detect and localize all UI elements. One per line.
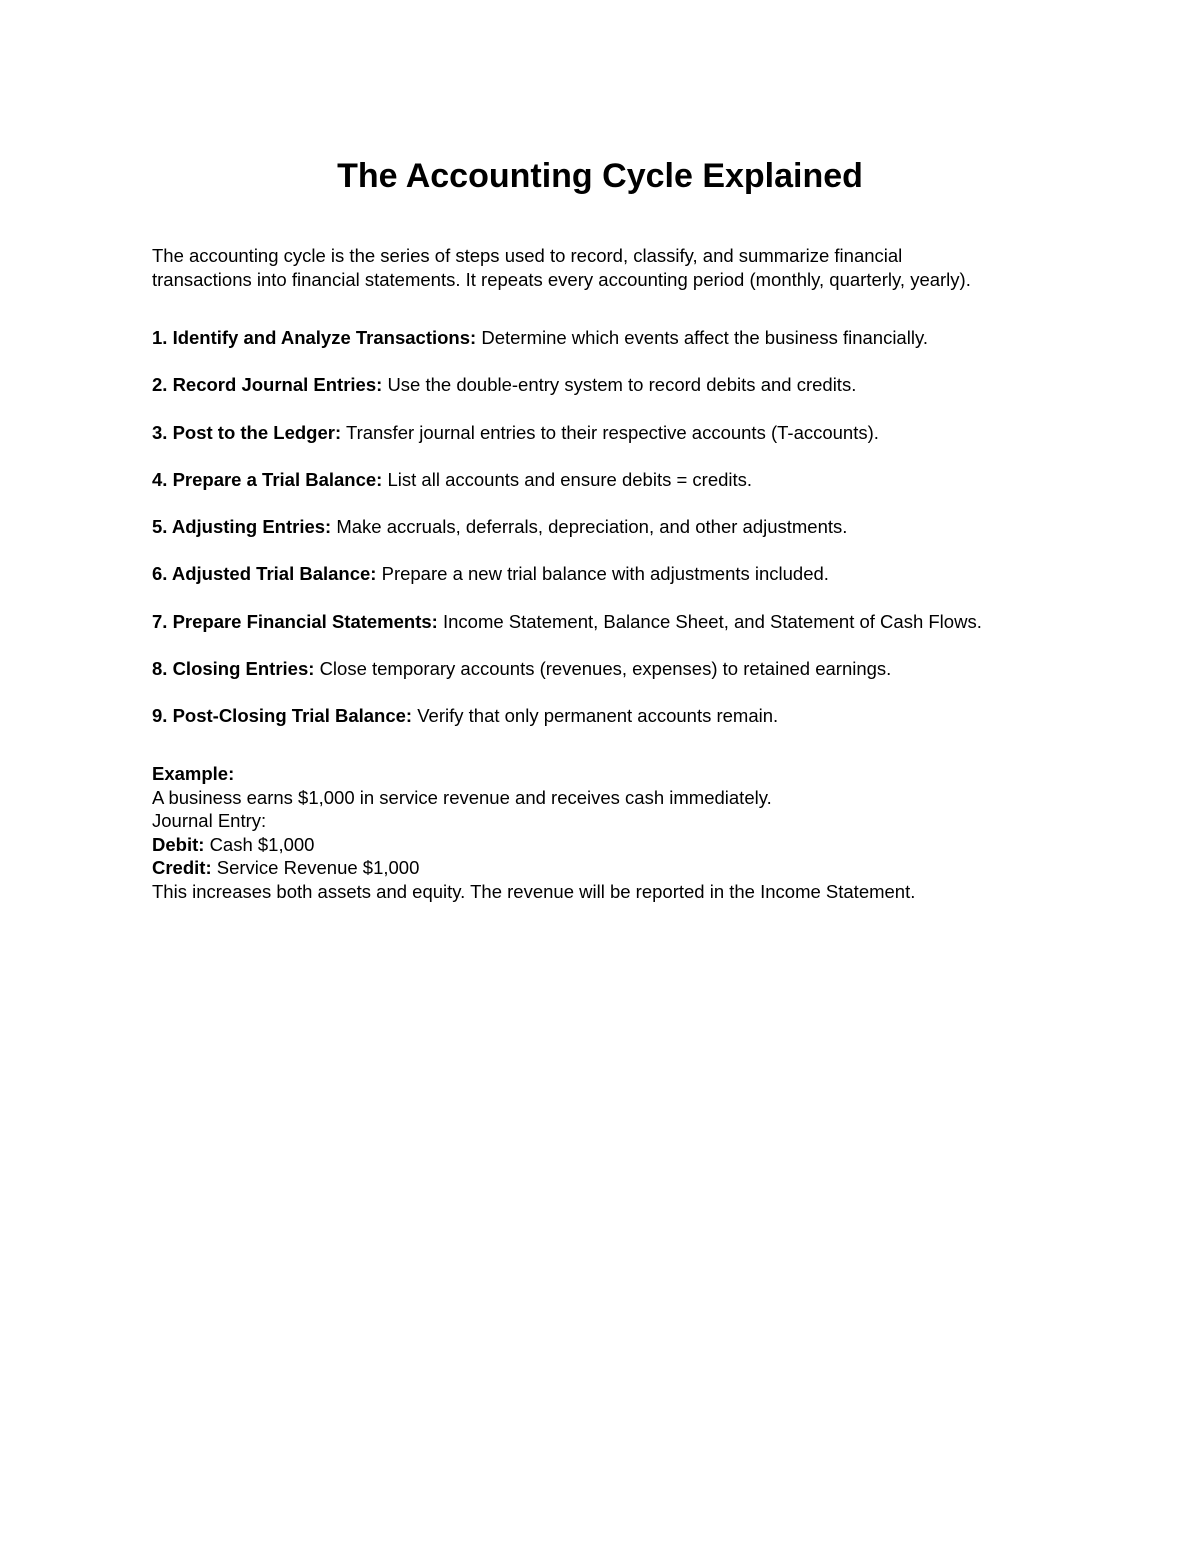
example-heading — [152, 762, 1052, 786]
journal-entry-label: Journal Entry: — [152, 810, 267, 832]
step-label: 4. Prepare a Trial Balance: — [152, 468, 383, 490]
step-text: Close temporary accounts (revenues, expenses) to retained earnings. — [319, 658, 892, 680]
step-label: 3. Post to the Ledger: — [152, 421, 342, 443]
example-conclusion: This increases both assets and equity. The revenue will be reported in the Income Statement. — [152, 880, 916, 902]
step-label: 5. Adjusting Entries: — [152, 516, 332, 538]
intro-paragraph — [152, 244, 1052, 292]
page-title: The Accounting Cycle Explained — [337, 157, 863, 195]
step-label: 2. Record Journal Entries: — [152, 374, 383, 396]
list-item — [152, 326, 1052, 373]
credit-label: Credit: — [152, 857, 212, 879]
step-text: List all accounts and ensure debits = credits. — [387, 468, 753, 490]
step-text: Determine which events affect the business financially. — [481, 327, 928, 348]
debit-label: Debit: — [152, 833, 205, 855]
list-item — [152, 562, 1052, 609]
step-text: Make accruals, deferrals, depreciation, and other adjustments. — [336, 516, 848, 538]
list-item — [152, 704, 1052, 751]
credit-text: Service Revenue $1,000 — [216, 857, 420, 879]
intro-line: The accounting cycle is the series of steps used to record, classify, and summarize financial — [152, 245, 903, 266]
step-label: 7. Prepare Financial Statements: — [152, 610, 438, 632]
step-label: 1. Identify and Analyze Transactions: — [152, 327, 477, 348]
step-label: 9. Post-Closing Trial Balance: — [152, 705, 413, 727]
document-body — [152, 244, 1052, 902]
example-section — [152, 762, 1052, 904]
list-item — [152, 421, 1052, 468]
list-item — [152, 373, 1052, 420]
step-text: Prepare a new trial balance with adjustments included. — [381, 563, 829, 585]
steps-list — [152, 326, 1052, 752]
list-item — [152, 515, 1052, 562]
debit-line — [152, 833, 1052, 857]
step-text: Use the double-entry system to record debits and credits. — [387, 374, 857, 396]
step-text: Verify that only permanent accounts remain. — [417, 705, 779, 727]
step-label: 8. Closing Entries: — [152, 658, 315, 680]
intro-line: transactions into financial statements. It repeats every accounting period (monthly, quarterly, yearly). — [152, 269, 971, 290]
debit-text: Cash $1,000 — [209, 833, 315, 855]
step-text: Income Statement, Balance Sheet, and Statement of Cash Flows. — [442, 610, 982, 632]
example-heading-text: Example: — [152, 763, 235, 784]
example-scenario: A business earns $1,000 in service revenue and receives cash immediately. — [152, 786, 772, 808]
list-item — [152, 657, 1052, 704]
list-item — [152, 468, 1052, 515]
step-label: 6. Adjusted Trial Balance: — [152, 563, 377, 585]
step-text: Transfer journal entries to their respective accounts (T-accounts). — [345, 421, 879, 443]
credit-line — [152, 856, 1052, 880]
list-item — [152, 610, 1052, 657]
